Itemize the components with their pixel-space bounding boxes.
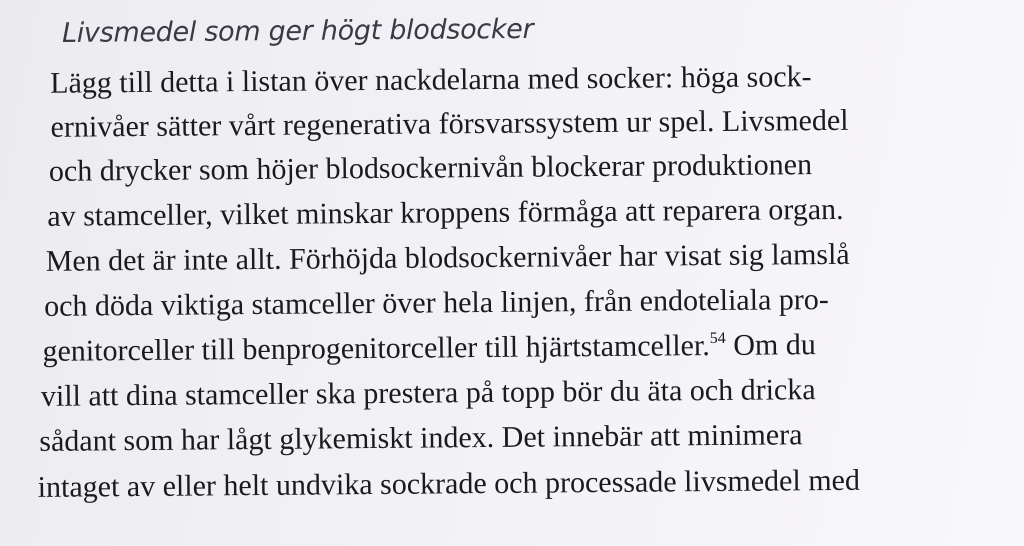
text-line-3: och drycker som höjer blodsockernivån blockerar produktionen <box>48 148 813 188</box>
text-line-7-main: genitorceller till benprogenitorceller till hjärtstamceller. <box>42 329 710 368</box>
text-line-4: av stamceller, vilket minskar kroppens förmåga att reparera organ. <box>47 192 844 233</box>
footnote-marker: 54 <box>709 329 726 348</box>
text-line-7-tail: Om du <box>725 328 816 362</box>
text-line-7 <box>42 323 816 374</box>
text-line-9: sådant som har lågt glykemiskt index. Det innebär att minimera <box>39 418 803 458</box>
text-line-1: Lägg till detta i listan över nackdelarna med socker: höga sock- <box>50 60 812 100</box>
section-heading: Livsmedel som ger högt blodsocker <box>61 13 534 49</box>
text-line-10: intaget av eller helt undvika sockrade och processade livsmedel med <box>37 463 861 504</box>
text-line-5: Men det är inte allt. Förhöjda blodsockernivåer har visat sig lamslå <box>45 237 850 278</box>
text-line-8: vill att dina stamceller ska prestera på topp bör du äta och dricka <box>40 373 816 413</box>
text-line-2: ernivåer sätter vårt regenerativa försvarssystem ur spel. Livsmedel <box>50 103 849 144</box>
text-line-6: och döda viktiga stamceller över hela linjen, från endoteliala pro- <box>43 283 829 323</box>
body-text <box>28 53 1018 504</box>
